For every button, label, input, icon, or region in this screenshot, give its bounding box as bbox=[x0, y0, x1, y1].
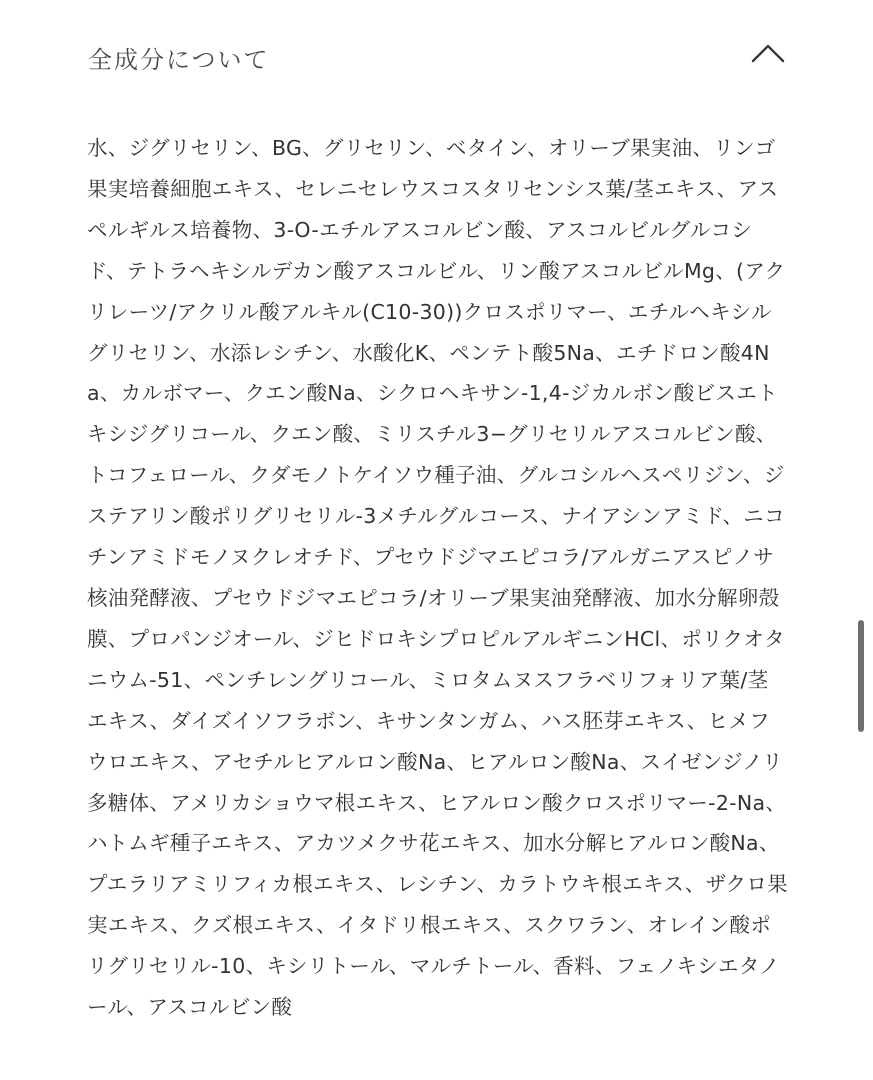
ingredients-list: 水、ジグリセリン、BG、グリセリン、ベタイン、オリーブ果実油、リンゴ果実培養細胞エキス、セレニセレウスコスタリセンシス葉/茎エキス、アスペルギルス培養物、3-O-エチルアスコルビン酸、アスコルビルグルコシド、テトラヘキシルデカン酸アスコルビル、リン酸アスコルビルMg、(アクリレーツ/アクリル酸アルキル(C10-30))クロスポリマー、エチルヘキシルグリセリン、水添レシチン、水酸化K、ペンテト酸5Na、エチドロン酸4Na、カルボマー、クエン酸Na、シクロヘキサン-1,4-ジカルボン酸ビスエトキシジグリコール、クエン酸、ミリスチル3−グリセリルアスコルビン酸、トコフェロール、クダモノトケイソウ種子油、グルコシルヘスペリジン、ジステアリン酸ポリグリセリル-3メチルグルコース、ナイアシンアミド、ニコチンアミドモノヌクレオチド、プセウドジマエピコラ/アルガニアスピノサ核油発酵液、プセウドジマエピコラ/オリーブ果実油発酵液、加水分解卵殻膜、プロパンジオール、ジヒドロキシプロピルアルギニンHCl、ポリクオタニウム-51、ペンチレングリコール、ミロタムヌスフラベリフォリア葉/茎エキス、ダイズイソフラボン、キサンタンガム、ハス胚芽エキス、ヒメフウロエキス、アセチルヒアルロン酸Na、ヒアルロン酸Na、スイゼンジノリ多糖体、アメリカショウマ根エキス、ヒアルロン酸クロスポリマー-2-Na、ハトムギ種子エキス、アカツメクサ花エキス、加水分解ヒアルロン酸Na、プエラリアミリフィカ根エキス、レシチン、カラトウキ根エキス、ザクロ果実エキス、クズ根エキス、イタドリ根エキス、スクワラン、オレイン酸ポリグリセリル-10、キシリトール、マルチトール、香料、フェノキシエタノール、アスコルビン酸 bbox=[87, 136, 788, 1020]
scrollbar-thumb[interactable] bbox=[858, 620, 864, 732]
scrollbar[interactable] bbox=[855, 0, 867, 1080]
accordion-header[interactable] bbox=[0, 22, 873, 92]
chevron-up-icon[interactable] bbox=[751, 42, 785, 64]
accordion-title: 全成分について bbox=[88, 46, 270, 74]
